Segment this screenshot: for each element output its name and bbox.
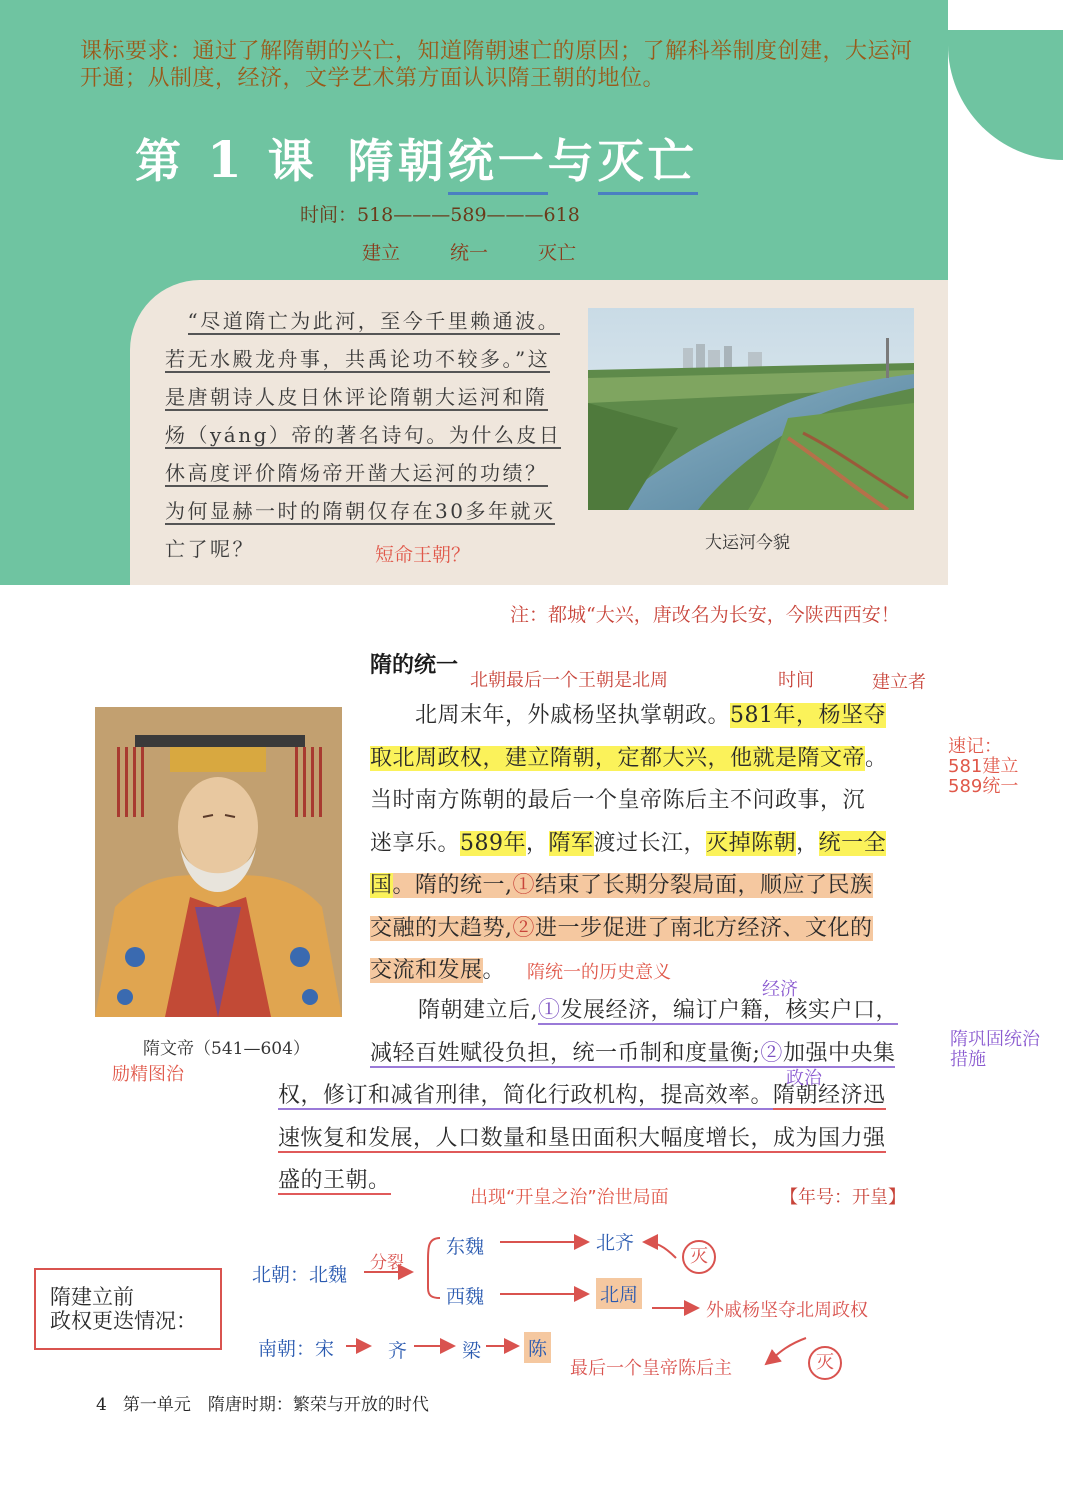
lesson-prefix: 第 (135, 134, 185, 188)
body-text-span: 。隋的统一, (392, 873, 513, 898)
intro-poem-text (165, 302, 565, 568)
body-text-span: 。 (482, 958, 506, 983)
lesson-name (348, 134, 698, 188)
highlight-yellow: 统一全 (818, 830, 887, 856)
diagram-north-zhou: 北周 (596, 1278, 642, 1309)
intro-line-text: 为何显赫一时的隋朝仅存在30多年就灭 (165, 499, 556, 523)
annotation-north-zhou: 北朝最后一个王朝是北周 (470, 670, 668, 691)
body-line (370, 695, 940, 738)
portrait-note: 励精图治 (112, 1064, 184, 1085)
diagram-north-label: 北朝：北魏 (252, 1264, 348, 1286)
annotation-era-name: 【年号：开皇】 (780, 1187, 906, 1208)
diagram-east-wei: 东魏 (446, 1236, 485, 1258)
body-line (370, 908, 940, 951)
circled-number: ① (538, 998, 561, 1023)
portrait-illustration (95, 707, 342, 1017)
intro-line-text: 是唐朝诗人皮日休评论隋朝大运河和隋 (165, 385, 548, 409)
diagram-last-emperor: 最后一个皇帝陈后主 (570, 1358, 732, 1379)
highlight-orange (370, 916, 873, 941)
intro-line (165, 378, 565, 416)
measures-line: 措施 (950, 1049, 986, 1070)
body-line (278, 990, 948, 1033)
intro-line (165, 416, 565, 454)
emperor-wen-portrait (95, 707, 342, 1017)
annotation-consolidation-measures (950, 1030, 1040, 1070)
underline-red: 隋朝经济迅 (773, 1083, 886, 1108)
diagram-liang: 梁 (462, 1340, 482, 1362)
annotation-historical-meaning: 隋统一的历史意义 (527, 962, 671, 983)
intro-line-text: “尽道隋亡为此河，至今千里赖通波。 (187, 309, 561, 333)
annotation-founder: 建立者 (872, 672, 926, 693)
underline-red: 盛的王朝。 (278, 1168, 391, 1193)
lesson-number: 1 (207, 130, 246, 189)
diagram-arrows (0, 1220, 1080, 1390)
lesson-name-part-underlined: 灭亡 (598, 134, 698, 195)
circled-number: ① (512, 873, 536, 898)
diagram-north-qi: 北齐 (596, 1232, 635, 1254)
body-line (370, 865, 940, 908)
highlight-orange: 交流和发展 (370, 958, 483, 983)
paragraph-consolidation (278, 990, 948, 1203)
underline-purple (538, 998, 898, 1025)
paragraph-unification (370, 695, 940, 993)
intro-line-text: 炀（yáng）帝的著名诗句。为什么皮日 (165, 423, 562, 447)
corner-tab-decoration (948, 10, 1063, 160)
curriculum-standard-text: 课标要求：通过了解隋朝的兴亡，知道隋朝速亡的原因；了解科举制度创建，大运河开通；从制度，经济，文学艺术第方面认识隋王朝的地位。 (80, 39, 913, 91)
lesson-title (135, 125, 698, 191)
capital-note: 注：都城“大兴，唐改名为长安，今陕西西安！ (510, 604, 900, 626)
section-heading: 隋的统一 (370, 652, 459, 678)
diagram-qi: 齐 (388, 1340, 408, 1362)
diagram-split-label: 分裂 (370, 1253, 404, 1273)
body-line (278, 1075, 948, 1118)
lesson-name-part-underlined: 统一 (448, 134, 548, 195)
body-text-span: 隋朝建立后, (418, 998, 538, 1023)
annotation-time: 时间 (778, 670, 814, 691)
diagram-chen: 陈 (524, 1332, 551, 1363)
intro-handwritten-note: 短命王朝？ (375, 544, 471, 566)
intro-line-text: 若无水殿龙舟事，共禹论功不较多。”这 (165, 347, 551, 371)
diagram-title-line: 政权更迭情况： (50, 1309, 197, 1333)
intro-line (165, 530, 565, 568)
underline-purple: 权，修订和减省刑律，简化行政机构，提高效率。 (278, 1083, 774, 1108)
memo-line: 581建立 (948, 756, 1019, 777)
body-text-span: 结束了长期分裂局面，顺应了民族 (535, 873, 873, 898)
body-line (370, 823, 940, 866)
highlight-yellow: 灭掉陈朝 (706, 830, 797, 856)
canal-photo-caption: 大运河今貌 (705, 533, 790, 553)
portrait-caption: 隋文帝（541—604） (143, 1039, 310, 1059)
intro-line-text: 亡了呢？ (165, 537, 255, 561)
page-footer (96, 1390, 429, 1415)
body-text-span: ， (796, 830, 819, 856)
circled-number: ② (760, 1040, 783, 1066)
lesson-name-part: 与 (547, 134, 598, 188)
corner-curl-decoration (948, 0, 1080, 30)
timeline-label: 统一 (450, 242, 489, 264)
highlight-yellow: 589年 (460, 830, 527, 856)
circled-number: ② (512, 915, 536, 941)
underline-red: 速恢复和发展，人口数量和垦田面积大幅度增长，成为国力强 (278, 1125, 886, 1151)
body-line (278, 1033, 948, 1076)
annotation-memo (948, 737, 1018, 797)
lesson-unit: 课 (267, 134, 318, 188)
intro-line (165, 454, 565, 492)
body-text-span: 发展经济，编订户籍，核实户口， (560, 998, 899, 1023)
body-text-span: 交融的大趋势, (370, 915, 513, 941)
body-text-span: 进一步促进了南北方经济、文化的 (535, 915, 873, 941)
lesson-name-part: 隋朝 (347, 134, 448, 188)
unit-title: 第一单元 隋唐时期：繁荣与开放的时代 (122, 1395, 429, 1415)
highlight-yellow: 国 (370, 873, 393, 898)
body-text-span: 加强中央集 (782, 1040, 896, 1066)
annotation-politics: 政治 (786, 1068, 822, 1089)
canal-photo-illustration (588, 308, 914, 510)
timeline-label: 灭亡 (538, 242, 577, 264)
body-text-span: 。 (865, 745, 888, 771)
timeline-labels (362, 238, 626, 265)
body-line (278, 1118, 948, 1161)
memo-line: 速记： (948, 736, 1002, 757)
timeline-label: 建立 (362, 242, 401, 264)
underline-purple (760, 1041, 895, 1068)
intro-line (165, 492, 565, 530)
intro-line-text: 休高度评价隋炀帝开凿大运河的功绩？ (165, 461, 548, 485)
highlight-yellow: 581年，杨坚夺 (730, 703, 887, 728)
body-line (370, 738, 940, 781)
diagram-title-line: 隋建立前 (50, 1285, 134, 1309)
intro-line (165, 302, 565, 340)
measures-line: 隋巩固统治 (950, 1029, 1040, 1050)
highlight-yellow: 取北周政权，建立隋朝，定都大兴，他就是隋文帝 (370, 745, 866, 771)
grand-canal-photo (588, 308, 914, 510)
body-text-span: 北周末年，外戚杨坚执掌朝政。 (415, 703, 731, 728)
annotation-economy: 经济 (762, 979, 798, 1000)
diagram-mie-circle-1: 灭 (682, 1240, 716, 1274)
diagram-south-label: 南朝：宋 (258, 1338, 335, 1360)
body-text-span: 渡过长江， (593, 830, 707, 856)
highlight-yellow: 隋军 (548, 830, 594, 856)
annotation-kaihuang: 出现“开皇之治”治世局面 (470, 1187, 669, 1208)
intro-line (165, 340, 565, 378)
underline-purple: 减轻百姓赋役负担，统一币制和度量衡; (370, 1040, 761, 1066)
body-line: 当时南方陈朝的最后一个皇帝陈后主不问政事，沉 (370, 788, 866, 813)
timeline-text: 时间：518———589———618 (300, 204, 580, 226)
diagram-waiqi-note: 外戚杨坚夺北周政权 (706, 1300, 868, 1321)
body-text-span: 迷享乐。 (370, 830, 461, 856)
memo-line: 589统一 (948, 776, 1019, 797)
highlight-orange (393, 873, 873, 898)
page-number: 4 (96, 1395, 107, 1415)
diagram-west-wei: 西魏 (446, 1286, 485, 1308)
diagram-mie-circle-2: 灭 (808, 1346, 842, 1380)
body-text-span: ， (526, 830, 549, 856)
